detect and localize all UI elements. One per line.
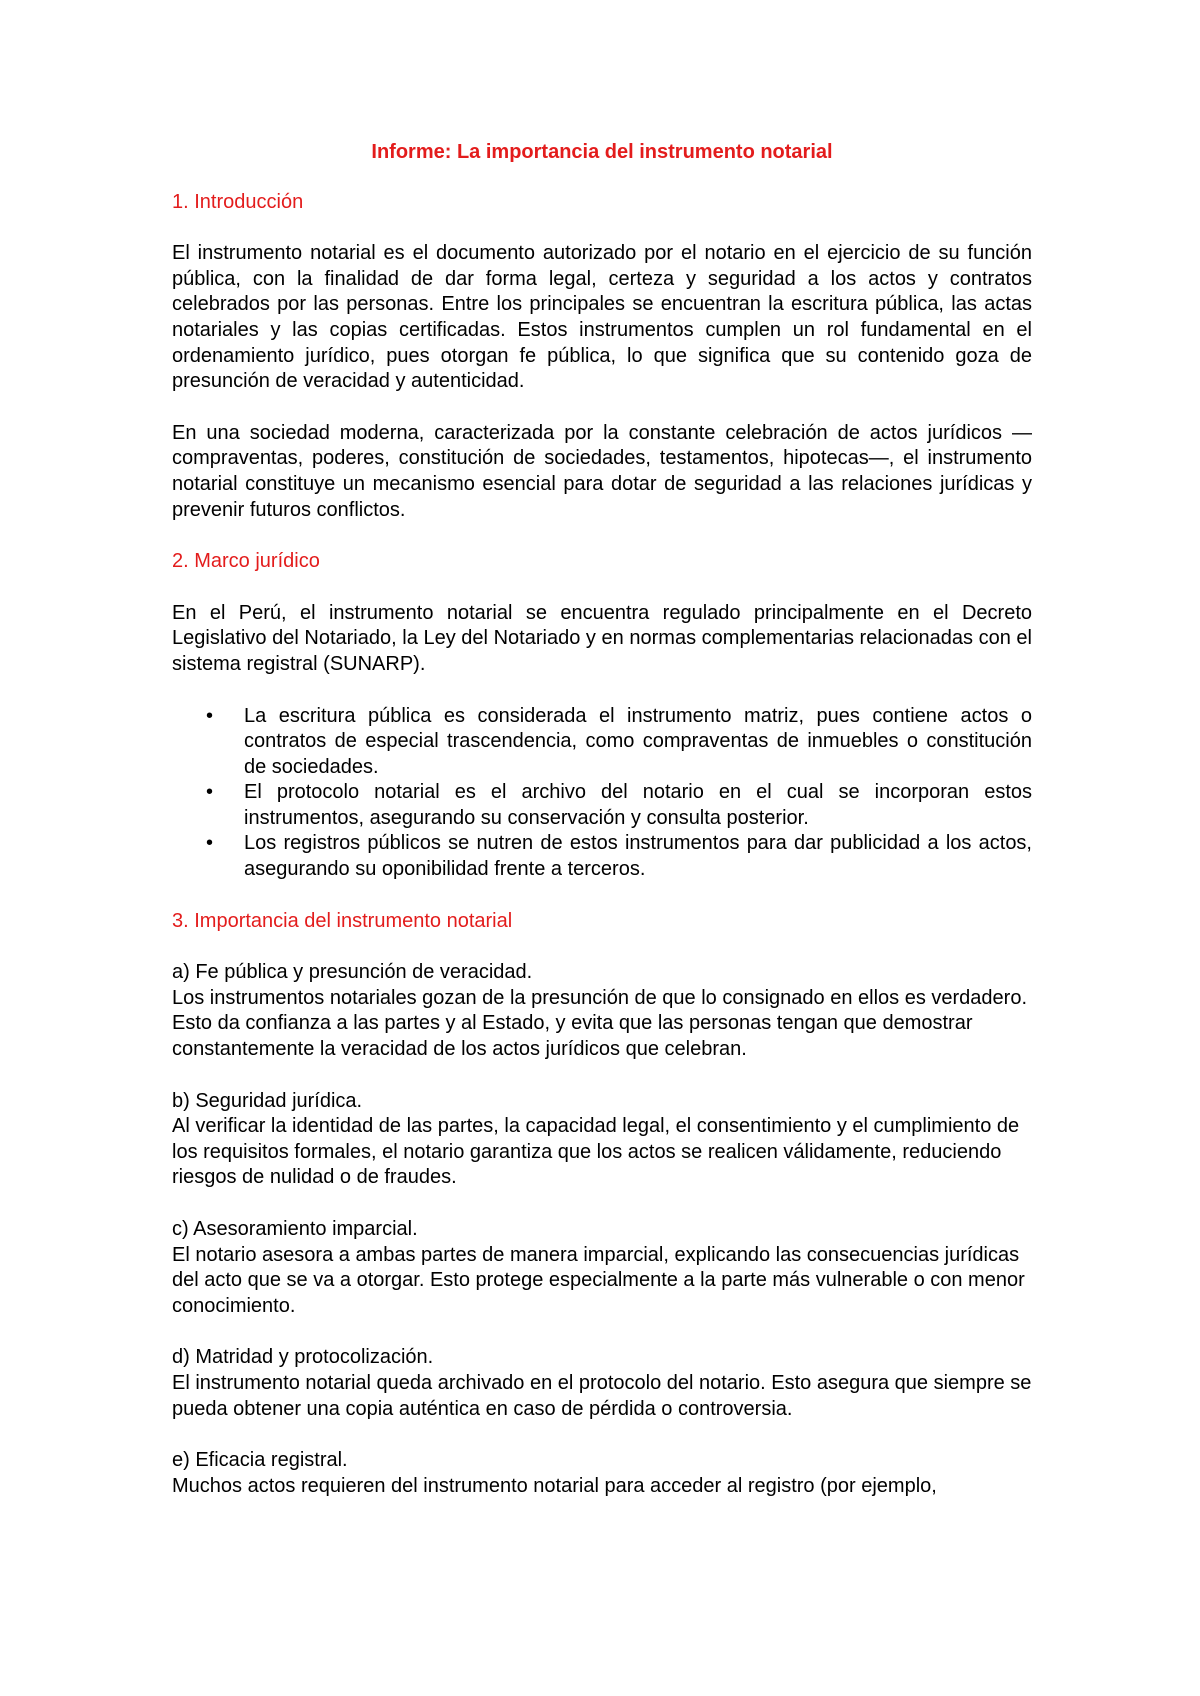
item-title: a) Fe pública y presunción de veracidad. bbox=[172, 961, 533, 984]
item-text: El notario asesora a ambas partes de manera imparcial, explicando las consecuencias jurídicas del acto que se va a otorgar. Esto protege especialmente a la parte más vulnerable o con menor conocimiento. bbox=[172, 1243, 1025, 1317]
document-title: Informe: La importancia del instrumento notarial bbox=[371, 141, 833, 163]
item-text: El instrumento notarial queda archivado en el protocolo del notario. Esto asegura que siempre se pueda obtener una copia auténtica en caso de pérdida o controversia. bbox=[172, 1371, 1032, 1420]
list-item bbox=[206, 831, 1032, 882]
section-heading-marco-juridico: 2. Marco jurídico bbox=[172, 550, 320, 573]
list-item bbox=[206, 780, 1032, 831]
item-text: Muchos actos requieren del instrumento notarial para acceder al registro (por ejemplo, bbox=[172, 1474, 937, 1497]
list-item bbox=[206, 704, 1032, 781]
item-title: b) Seguridad jurídica. bbox=[172, 1089, 363, 1112]
item-title: e) Eficacia registral. bbox=[172, 1449, 348, 1472]
item-text: Al verificar la identidad de las partes, la capacidad legal, el consentimiento y el cumplimiento de los requisitos formales, el notario garantiza que los actos se realicen válidamente, reduciendo riesgos de nulidad o de fraudes. bbox=[172, 1115, 1020, 1189]
bullet-icon: • bbox=[206, 704, 214, 727]
bullet-text: El protocolo notarial es el archivo del notario en el cual se incorporan estos instrumentos, asegurando su conservación y consulta posterior. bbox=[244, 781, 1032, 829]
importancia-item-e bbox=[172, 1448, 1032, 1499]
bullet-text: La escritura pública es considerada el instrumento matriz, pues contiene actos o contratos de especial trascendencia, como compraventas de inmuebles o constitución de sociedades. bbox=[244, 704, 1032, 778]
marco-paragraph-1: En el Perú, el instrumento notarial se encuentra regulado principalmente en el Decreto Legislativo del Notariado, la Ley del Notariado y en normas complementarias relacionadas con el sistema registral (SUNARP). bbox=[172, 601, 1032, 675]
importancia-item-c bbox=[172, 1217, 1032, 1319]
bullet-text: Los registros públicos se nutren de estos instrumentos para dar publicidad a los actos, asegurando su oponibilidad frente a terceros. bbox=[244, 832, 1032, 881]
bullet-icon: • bbox=[206, 781, 214, 804]
bullet-icon: • bbox=[206, 832, 214, 855]
intro-paragraph-1: El instrumento notarial es el documento autorizado por el notario en el ejercicio de su función pública, con la finalidad de dar forma legal, certeza y seguridad a los actos y contratos celebrados por las personas. Entre los principales se encuentran la escritura pública, las actas notariales y las copias certificadas. Estos instrumentos cumplen un rol fundamental en el ordenamiento jurídico, pues otorgan fe pública, lo que significa que su contenido goza de presunción de veracidad y autenticidad. bbox=[172, 242, 1032, 393]
importancia-item-a bbox=[172, 960, 1032, 1062]
intro-paragraph-2: En una sociedad moderna, caracterizada por la constante celebración de actos jurídicos —compraventas, poderes, constitución de sociedades, testamentos, hipotecas—, el instrumento notarial constituye un mecanismo esencial para dotar de seguridad a las relaciones jurídicas y prevenir futuros conflictos. bbox=[172, 421, 1032, 521]
section-heading-importancia: 3. Importancia del instrumento notarial bbox=[172, 909, 513, 932]
section-heading-introduccion: 1. Introducción bbox=[172, 190, 304, 213]
marco-bullet-list bbox=[172, 704, 1032, 883]
item-title: c) Asesoramiento imparcial. bbox=[172, 1218, 418, 1240]
importancia-item-d bbox=[172, 1345, 1032, 1422]
document-page bbox=[172, 140, 1032, 1525]
importancia-item-b bbox=[172, 1089, 1032, 1191]
item-title: d) Matridad y protocolización. bbox=[172, 1346, 434, 1369]
item-text: Los instrumentos notariales gozan de la presunción de que lo consignado en ellos es verdadero. Esto da confianza a las partes y al Estado, y evita que las personas tengan que demostrar constantemente la veracidad de los actos jurídicos que celebran. bbox=[172, 986, 1027, 1061]
